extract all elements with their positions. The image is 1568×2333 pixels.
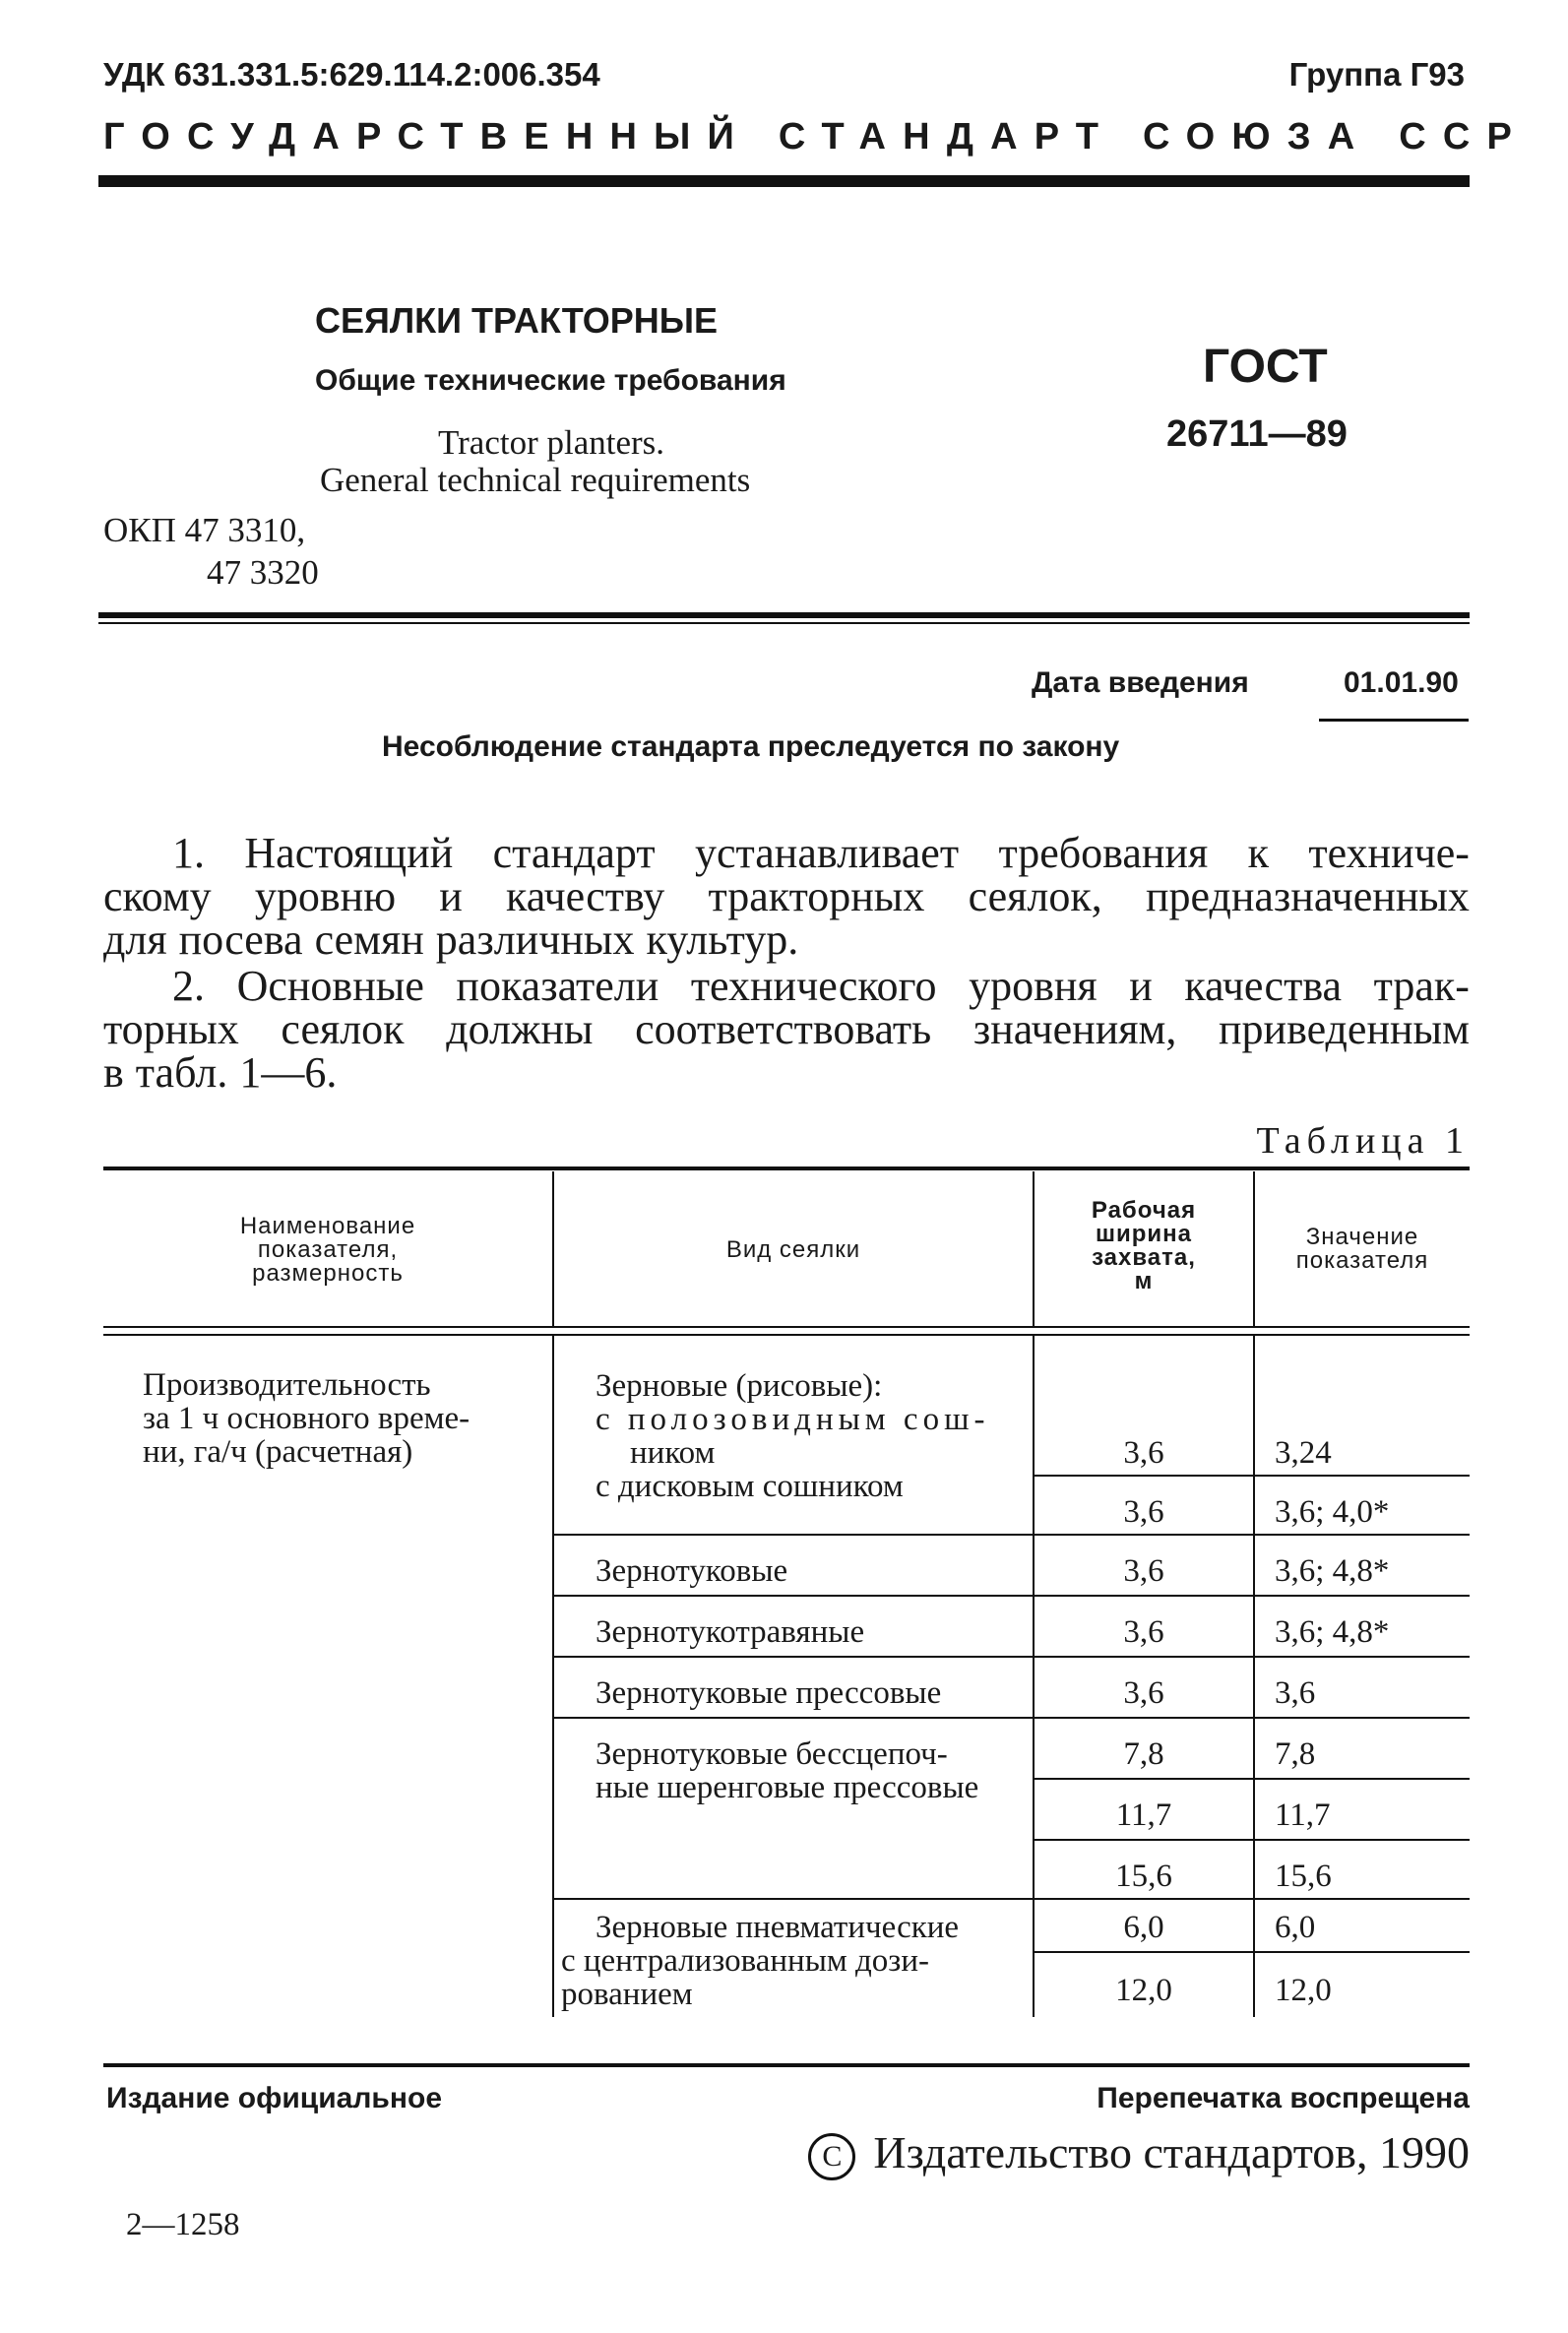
header-line: Наименование: [239, 1213, 416, 1239]
word: табл.: [135, 1048, 228, 1097]
word: Настоящий: [244, 829, 454, 877]
type-grain-fertilizer: Зернотуковые: [596, 1553, 788, 1589]
word: и: [439, 872, 463, 920]
word: в: [103, 1048, 124, 1097]
header-value: [1255, 1226, 1470, 1273]
row-divider: [1255, 1656, 1470, 1658]
value-chainless-2: 11,7: [1275, 1797, 1331, 1833]
body-col-divider-1: [552, 1336, 554, 2017]
word: 1—6.: [239, 1048, 338, 1097]
paragraph-1: [103, 829, 1470, 964]
width-grain-fertilizer: 3,6: [1123, 1553, 1164, 1589]
type-pneumatic: Зерновые пневматические: [596, 1910, 960, 1945]
value-grain-fertilizer: 3,6; 4,8*: [1275, 1553, 1390, 1589]
indicator-line: за 1 ч основного време-: [143, 1401, 470, 1436]
type-disc-opener: с дисковым сошником: [596, 1469, 904, 1504]
okp-code-line1: ОКП 47 3310,: [103, 511, 306, 549]
type-pneumatic-cont: с централизованным дози-: [561, 1943, 929, 1979]
state-standard-heading: ГОСУДАРСТВЕННЫЙ СТАНДАРТ СОЮЗА ССР: [103, 116, 1530, 158]
row-divider: [1035, 1595, 1253, 1597]
row-divider: [1255, 1951, 1470, 1953]
introduction-date-label: Дата введения: [1032, 666, 1249, 699]
udk-code: УДК 631.331.5:629.114.2:006.354: [103, 56, 600, 93]
row-divider: [1035, 1717, 1253, 1719]
body-col-divider-2: [1033, 1336, 1035, 2017]
table-top-rule: [103, 1166, 1470, 1170]
word: различных: [435, 915, 635, 964]
width-pneumatic-1: 6,0: [1123, 1910, 1164, 1945]
header-line: ширина: [1095, 1221, 1192, 1247]
official-edition: Издание официальное: [106, 2082, 443, 2114]
header-line: размерность: [252, 1260, 404, 1287]
row-divider: [1255, 1475, 1470, 1477]
publisher-line: [808, 2126, 1470, 2180]
width-grain-fertilizer-press: 3,6: [1123, 1675, 1164, 1711]
paragraph-line: [103, 915, 1470, 964]
row-divider: [1035, 1898, 1253, 1900]
paragraph-line: [103, 872, 1470, 920]
width-chainless-2: 11,7: [1115, 1797, 1172, 1833]
width-grain-fertilizer-grass: 3,6: [1123, 1614, 1164, 1650]
word: уровню: [254, 872, 397, 920]
title-rule-top: [98, 612, 1470, 618]
type-runner-opener: [596, 1402, 1027, 1438]
okp-code-line2: 47 3320: [207, 553, 319, 592]
row-divider: [554, 1534, 1033, 1536]
value-chainless-3: 15,6: [1275, 1859, 1332, 1894]
word: сеялок: [281, 1005, 405, 1053]
paragraph-line: [103, 1048, 1470, 1097]
table-header-rule-1: [103, 1326, 1470, 1328]
table-header-rule-2: [103, 1334, 1470, 1336]
word: приведенным: [1218, 1005, 1470, 1053]
word: семян: [314, 915, 424, 964]
header-line: Рабочая: [1091, 1197, 1197, 1224]
row-divider: [554, 1656, 1033, 1658]
word: уровня: [969, 962, 1098, 1010]
word: предназначенных: [1145, 872, 1470, 920]
word: сеялок,: [968, 872, 1102, 920]
row-divider: [554, 1898, 1033, 1900]
word: и: [1129, 962, 1153, 1010]
word: показатели: [456, 962, 659, 1010]
type-pneumatic-cont2: рованием: [561, 1977, 693, 2012]
header-line: показателя,: [257, 1236, 399, 1263]
value-pneumatic-1: 6,0: [1275, 1910, 1316, 1945]
reprint-notice: Перепечатка воспрещена: [1097, 2082, 1470, 2114]
header-line: м: [1134, 1268, 1154, 1294]
copyright-icon: C: [808, 2133, 855, 2180]
width-chainless-3: 15,6: [1115, 1859, 1172, 1894]
publisher-text: Издательство стандартов, 1990: [873, 2127, 1470, 2177]
header-line: Значение: [1305, 1224, 1419, 1250]
gost-label: ГОСТ: [1203, 341, 1328, 393]
word: технического: [690, 962, 937, 1010]
header-line: показателя: [1295, 1247, 1429, 1274]
value-pneumatic-2: 12,0: [1275, 1973, 1332, 2008]
row-divider: [1035, 1951, 1253, 1953]
row-divider: [554, 1717, 1033, 1719]
word: соответствовать: [635, 1005, 932, 1053]
type-grain-fertilizer-press: Зернотуковые прессовые: [596, 1675, 942, 1711]
value-grain-fertilizer-press: 3,6: [1275, 1675, 1316, 1711]
value-chainless-1: 7,8: [1275, 1736, 1316, 1772]
type-chainless-press: Зернотуковые бессцепоч-: [596, 1736, 948, 1772]
word: трак-: [1373, 962, 1470, 1010]
header-line: захвата,: [1092, 1244, 1196, 1271]
word: качеству: [506, 872, 665, 920]
english-title-line1: Tractor planters.: [438, 423, 665, 462]
footer-rule: [103, 2063, 1470, 2067]
width-chainless-1: 7,8: [1123, 1736, 1164, 1772]
row-divider: [1255, 1717, 1470, 1719]
word: стандарт: [492, 829, 656, 877]
value-grain-fertilizer-grass: 3,6; 4,8*: [1275, 1614, 1390, 1650]
word: культур.: [646, 915, 799, 964]
paragraph-line: [103, 962, 1470, 1010]
word: тракторных: [708, 872, 925, 920]
word: должны: [446, 1005, 594, 1053]
paragraph-2: [103, 962, 1470, 1097]
word: Основные: [236, 962, 424, 1010]
row-divider: [1255, 1534, 1470, 1536]
row-divider: [1255, 1839, 1470, 1841]
row-divider: [554, 1595, 1033, 1597]
row-divider: [1255, 1778, 1470, 1780]
table-caption: Таблица 1: [1256, 1120, 1470, 1162]
indicator-name: [143, 1368, 470, 1469]
row-divider: [1255, 1595, 1470, 1597]
gost-number: 26711—89: [1166, 413, 1348, 455]
paragraph-line: [103, 829, 1470, 877]
type-grain-fertilizer-grass: Зернотукотравяные: [596, 1614, 865, 1650]
word: устанавливает: [694, 829, 960, 877]
header-rule: [98, 175, 1470, 187]
header-working-width: [1035, 1199, 1253, 1293]
word: значениям,: [972, 1005, 1177, 1053]
word: скому: [103, 872, 212, 920]
type-runner-opener-cont: ником: [630, 1435, 716, 1471]
cell-text: с полозовидным сош-: [596, 1402, 990, 1437]
width-disc: 3,6: [1123, 1494, 1164, 1530]
row-divider: [1035, 1839, 1253, 1841]
row-divider: [1035, 1656, 1253, 1658]
row-divider: [1035, 1534, 1253, 1536]
word: качества: [1184, 962, 1343, 1010]
word: для: [103, 915, 167, 964]
width-runner: 3,6: [1123, 1435, 1164, 1471]
value-runner: 3,24: [1275, 1435, 1332, 1471]
body-col-divider-3: [1253, 1336, 1255, 2017]
legal-notice: Несоблюдение стандарта преследуется по закону: [382, 730, 1120, 763]
word: техниче-: [1308, 829, 1470, 877]
type-grain-rice: Зерновые (рисовые):: [596, 1368, 883, 1404]
english-title-line2: General technical requirements: [320, 461, 751, 499]
word: 1.: [172, 829, 205, 877]
group-code: Группа Г93: [1288, 56, 1465, 93]
document-title: СЕЯЛКИ ТРАКТОРНЫЕ: [315, 300, 719, 341]
word: 2.: [172, 962, 205, 1010]
paragraph-line: [103, 1005, 1470, 1053]
word: посева: [178, 915, 303, 964]
page-code: 2—1258: [126, 2207, 240, 2242]
document-subtitle: Общие технические требования: [315, 364, 786, 397]
date-underline: [1319, 719, 1469, 722]
header-planter-type: Вид сеялки: [725, 1236, 861, 1263]
width-pneumatic-2: 12,0: [1115, 1973, 1172, 2008]
word: торных: [103, 1005, 239, 1053]
header-indicator: [103, 1215, 552, 1286]
indicator-line: Производительность: [143, 1367, 431, 1403]
indicator-line: ни, га/ч (расчетная): [143, 1434, 413, 1470]
introduction-date-value: 01.01.90: [1344, 666, 1459, 699]
word: требования: [998, 829, 1209, 877]
row-divider: [1035, 1475, 1253, 1477]
row-divider: [1255, 1898, 1470, 1900]
row-divider: [1035, 1778, 1253, 1780]
word: к: [1247, 829, 1269, 877]
value-disc: 3,6; 4,0*: [1275, 1494, 1390, 1530]
title-rule-bottom: [98, 622, 1470, 624]
type-chainless-press-cont: ные шеренговые прессовые: [596, 1770, 979, 1805]
